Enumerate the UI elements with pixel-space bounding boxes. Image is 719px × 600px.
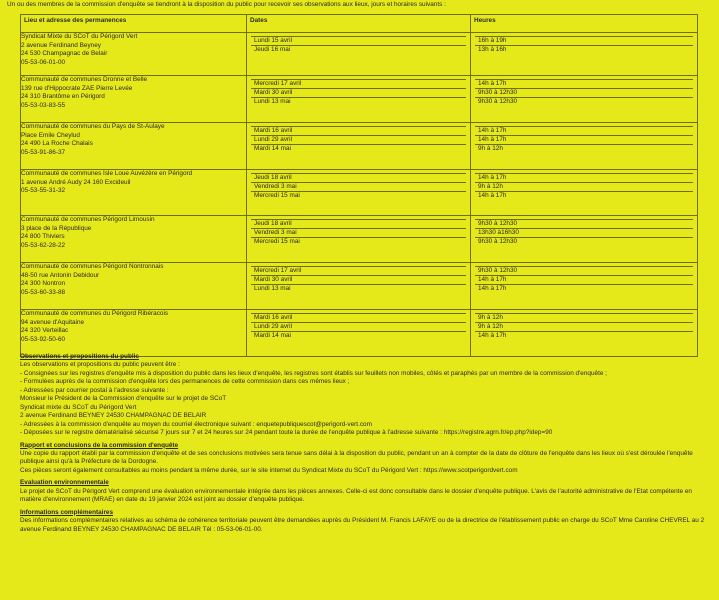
dates-cell xyxy=(247,33,471,76)
table-row xyxy=(21,76,698,123)
location-name: Communauté de communes Isle Loue Auvézère en Périgord xyxy=(21,170,193,177)
location-address: Place Emile Cheylud xyxy=(21,131,80,139)
hour-entry: 14h à 17h xyxy=(475,173,693,183)
hour-entry: 14h à 17h xyxy=(478,285,507,292)
paragraph: Ces pièces seront également consultables au moins pendant la même durée, sur le site internet du Syndicat Mixte du SCoT du Périgord Vert : https://www.scotperigordvert.com xyxy=(20,466,518,474)
date-entry: Lundi 13 mai xyxy=(254,285,291,292)
section-title-informations: Informations complémentaires xyxy=(20,508,114,516)
table-row xyxy=(21,263,698,310)
location-name: Syndicat Mixte du SCoT du Périgord Vert xyxy=(21,33,138,40)
date-entry: Mardi 30 avril xyxy=(251,276,466,285)
hour-entry: 9h30 à 12h30 xyxy=(478,238,518,245)
hours-cell xyxy=(471,310,698,357)
location-city: 24 320 Verteillac xyxy=(21,327,69,335)
table-row xyxy=(21,170,698,216)
date-entry: Vendredi 3 mai xyxy=(251,229,466,238)
date-entry: Mardi 14 mai xyxy=(254,332,291,339)
location-phone: 05-53-62-28-22 xyxy=(21,241,66,249)
hours-cell xyxy=(471,170,698,216)
paragraph: - Déposées sur le registre dématérialisé sécurisé 7 jours sur 7 et 24 heures sur 24 pendant toute la durée de l'enquête publique à l'adresse suivante : https://registre.agrn.fr/ep.php?idep=90 xyxy=(20,429,553,437)
location-name: Communauté de communes Périgord Nontronnais xyxy=(21,263,164,270)
date-entry: Jeudi 16 mai xyxy=(254,46,291,53)
location-address: 94 avenue d'Aquitaine xyxy=(21,318,85,326)
location-name: Communauté de communes du Pays de St-Aulaye xyxy=(21,123,165,130)
location-cell xyxy=(21,170,247,216)
location-phone: 05-53-60-33-88 xyxy=(21,288,66,296)
section-title-observations: Observations et propositions du public xyxy=(20,353,139,360)
location-city: 24 300 Nontron xyxy=(21,280,66,288)
date-entry: Lundi 13 mai xyxy=(254,98,291,105)
hour-entry: 9h à 12h xyxy=(475,313,693,323)
location-phone: 05-53-03-83-55 xyxy=(21,101,66,109)
date-entry: Lundi 29 avril xyxy=(251,323,466,332)
paragraph: Le projet de SCoT du Périgord Vert comprend une évaluation environnementale intégrée dans les pièces annexes. Celle-ci est donc consultable dans le dossier d'enquête publique. L'avis de l'autorité administrative de l'Etat compétente en matière d'environnement (MRAE) en date du 19 janvier 2024 est joint au dossier d'enquête publique. xyxy=(20,487,692,504)
date-entry: Mercredi 17 avril xyxy=(251,266,466,276)
dates-cell xyxy=(247,123,471,170)
location-phone: 05-53-92-50-60 xyxy=(21,335,66,343)
date-entry: Lundi 15 avril xyxy=(251,36,466,46)
hour-entry: 14h à 17h xyxy=(475,126,693,136)
paragraph: Les observations et propositions du public peuvent être : xyxy=(20,361,180,369)
date-entry: Jeudi 18 avril xyxy=(251,219,466,229)
dates-cell xyxy=(247,263,471,310)
location-city: 24 530 Champagnac de Belair xyxy=(21,50,108,58)
table-header-row xyxy=(21,15,698,33)
location-cell xyxy=(21,310,247,357)
hour-entry: 9h à 12h xyxy=(475,323,693,332)
date-entry: Lundi 29 avril xyxy=(251,136,466,145)
hour-entry: 9h à 12h xyxy=(475,183,693,192)
date-entry: Jeudi 18 avril xyxy=(251,173,466,183)
hour-entry: 13h à 16h xyxy=(478,46,507,53)
paragraph: - Adressées par courrier postal à l'adresse suivante : xyxy=(20,386,169,394)
location-name: Communauté de communes Périgord Limousin xyxy=(21,216,155,223)
hour-entry: 9h30 à 12h30 xyxy=(475,219,693,229)
date-entry: Mardi 16 avril xyxy=(251,313,466,323)
hour-entry: 14h à 17h xyxy=(475,276,693,285)
date-entry: Mardi 16 avril xyxy=(251,126,466,136)
hours-cell xyxy=(471,216,698,263)
table-row xyxy=(21,33,698,76)
hour-entry: 14h à 17h xyxy=(478,332,507,339)
hour-entry: 9h30 à 12h30 xyxy=(475,89,693,98)
paragraph: Monsieur le Président de la Commission d'enquête sur le projet de SCoT xyxy=(20,395,227,403)
hours-cell xyxy=(471,123,698,170)
header-dates: Dates xyxy=(247,15,471,33)
paragraph: Syndicat mixte du SCoT du Périgord Vert xyxy=(20,403,137,411)
paragraph: 2 avenue Ferdinand BEYNEY 24530 CHAMPAGNAC DE BELAIR xyxy=(20,412,207,420)
location-city: 24 800 Thiviers xyxy=(21,233,65,241)
date-entry: Mercredi 15 mai xyxy=(254,192,300,199)
dates-cell xyxy=(247,310,471,357)
dates-cell xyxy=(247,76,471,123)
paragraph: - Consignées sur les registres d'enquête mis à disposition du public dans les lieux d'enquête, les registres sont établis sur feuillets non mobiles, côtés et paraphés par un membre de la commission d'enquête ; xyxy=(20,369,607,377)
location-cell xyxy=(21,263,247,310)
location-address: 48-50 rue Antonin Debidour xyxy=(21,271,100,279)
hour-entry: 14h à 17h xyxy=(475,136,693,145)
hour-entry: 14h à 17h xyxy=(475,79,693,89)
dates-cell xyxy=(247,216,471,263)
location-city: 24 490 La Roche Chalais xyxy=(21,140,93,148)
paragraph: - Formulées auprès de la commission d'enquête lors des permanences de cette commission dans ces mêmes lieux ; xyxy=(20,378,350,386)
header-location: Lieu et adresse des permanences xyxy=(21,15,247,33)
location-city: 24 310 Brantôme en Périgord xyxy=(21,93,105,101)
section-title-rapport: Rapport et conclusions de la commission d'enquête xyxy=(20,441,179,449)
date-entry: Mardi 14 mai xyxy=(254,145,291,152)
hours-cell xyxy=(471,33,698,76)
hour-entry: 9h30 à 12h30 xyxy=(478,98,518,105)
location-address: 3 place de la République xyxy=(21,224,92,232)
location-phone: 05-53-55-31-32 xyxy=(21,187,66,195)
hours-cell xyxy=(471,76,698,123)
hour-entry: 9h à 12h xyxy=(478,145,503,152)
hour-entry: 9h30 à 12h30 xyxy=(475,266,693,276)
intro-text: Un ou des membres de la commission d'enquête se tiendront à la disposition du public pour recevoir ses observations aux lieux, jours et horaires suivants : xyxy=(7,1,446,8)
location-name: Communauté de communes du Périgord Ribéracois xyxy=(21,310,169,317)
location-address: 1 avenue André Audy 24 160 Excideuil xyxy=(21,178,131,186)
date-entry: Vendredi 3 mai xyxy=(251,183,466,192)
date-entry: Mercredi 15 mai xyxy=(254,238,300,245)
location-cell xyxy=(21,216,247,263)
table-row xyxy=(21,216,698,263)
hour-entry: 13h30 à16h30 xyxy=(475,229,693,238)
date-entry: Mardi 30 avril xyxy=(251,89,466,98)
dates-cell xyxy=(247,170,471,216)
hour-entry: 16h à 19h xyxy=(475,36,693,46)
location-cell xyxy=(21,76,247,123)
notes-section xyxy=(20,353,710,534)
table-row xyxy=(21,310,698,357)
location-name: Communauté de communes Dronne et Belle xyxy=(21,76,148,83)
location-cell xyxy=(21,123,247,170)
paragraph: Des informations complémentaires relatives au schéma de cohérence territoriale peuvent être demandées auprès du Président M. Francis LAFAYE ou de la directrice de l'établissement public en charge du SCoT Mme Caroline CHEVREL au 2 avenue Ferdinand BEYNEY 24530 CHAMPAGNAC DE BELAIR Tél : 05-53-06-01-00. xyxy=(20,517,705,533)
table-row xyxy=(21,123,698,170)
paragraph: - Adressées à la commission d'enquête au moyen du courriel électronique suivant : enquetepubliquescot@perigord-vert.com xyxy=(20,420,372,428)
permanences-table xyxy=(20,14,698,357)
date-entry: Mercredi 17 avril xyxy=(251,79,466,89)
hours-cell xyxy=(471,263,698,310)
section-title-evaluation: Evaluation environnementale xyxy=(20,479,109,487)
header-hours: Heures xyxy=(471,15,698,33)
location-address: 2 avenue Ferdinand Beyney xyxy=(21,41,101,49)
location-address: 139 rue d'Hippocrate ZAE Pierre Levée xyxy=(21,84,133,92)
location-phone: 05-53-91-86-37 xyxy=(21,148,66,156)
hour-entry: 14h à 17h xyxy=(478,192,507,199)
location-cell xyxy=(21,33,247,76)
paragraph: Une copie du rapport établi par la commission d'enquête et de ses conclusions motivées sera tenue sans délai à la disposition du public, pendant un an à compter de la date de clôture de l'enquête dans les lieux où s'est déroulée l'enquête publique ainsi qu'à la Préfecture de la Dordogne. xyxy=(20,449,693,466)
location-phone: 05-53-06-01-00 xyxy=(21,58,66,66)
